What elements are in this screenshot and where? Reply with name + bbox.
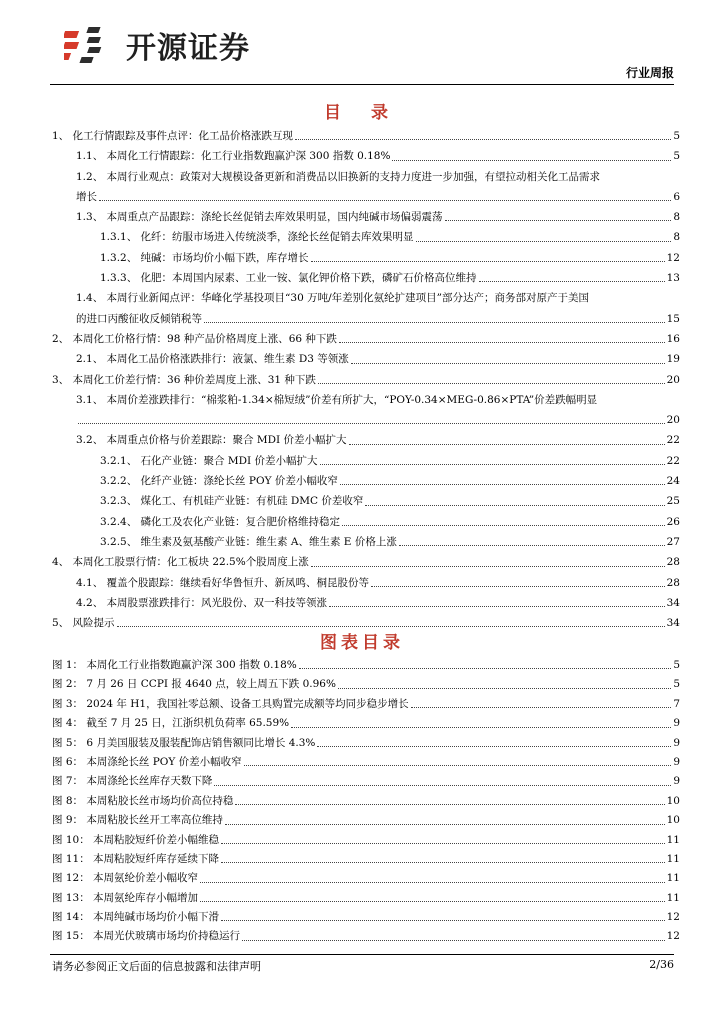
toc-entry-page: 24 — [666, 475, 680, 488]
toc-entry[interactable] — [52, 126, 680, 146]
toc-entry-continuation: 的进口丙酸征收反倾销税等 — [76, 312, 202, 325]
footer-disclaimer: 请务必参阅正文后面的信息披露和法律声明 — [52, 960, 261, 973]
figure-entry[interactable] — [52, 831, 680, 850]
dot-leader — [235, 804, 664, 805]
dot-leader — [221, 862, 665, 863]
figure-entry[interactable] — [52, 675, 680, 694]
header-divider — [50, 84, 674, 85]
figure-list — [52, 656, 680, 947]
dot-leader — [311, 566, 665, 567]
figure-entry-label: 图 6： 本周涤纶长丝 POY 价差小幅收窄 — [52, 755, 242, 768]
toc-entry-label: 1.3.2、 纯碱：市场均价小幅下跌，库存增长 — [100, 251, 309, 264]
toc-entry-label: 1.3.3、 化肥：本周国内尿素、工业一铵、氯化钾价格下跌，磷矿石价格高位维持 — [100, 272, 477, 285]
figure-entry-page: 12 — [666, 930, 680, 943]
dot-leader — [399, 545, 665, 546]
toc-entry-label: 3.2.3、 煤化工、有机硅产业链：有机硅 DMC 价差收窄 — [100, 495, 364, 508]
figure-entry-label: 图 15： 本周光伏玻璃市场均价持稳运行 — [52, 930, 241, 943]
toc-entry-label: 4、 本周化工股票行情：化工板块 22.5%个股周度上涨 — [52, 556, 309, 569]
dot-leader — [200, 882, 665, 883]
toc-entry[interactable] — [52, 207, 680, 227]
toc-entry-label: 5、 风险提示 — [52, 617, 115, 630]
toc-entry-label[interactable]: 1.2、 本周行业观点：政策对大规模设备更新和消费品以旧换新的支持力度进一步加强，有望拉动相关化工品需求 — [76, 170, 601, 183]
toc-entry[interactable] — [52, 146, 680, 166]
figure-entry-label: 图 13： 本周氨纶库存小幅增加 — [52, 891, 199, 904]
figure-entry-page: 9 — [673, 775, 680, 788]
figure-entry-page: 10 — [666, 794, 680, 807]
toc-entry[interactable] — [52, 370, 680, 390]
figure-entry-label: 图 4： 截至 7 月 25 日，江浙织机负荷率 65.59% — [52, 717, 290, 730]
toc-entry-page: 12 — [666, 251, 680, 264]
dot-leader — [78, 423, 665, 424]
dot-leader — [339, 342, 665, 343]
toc-entry-label: 4.2、 本周股票涨跌排行：风光股份、双一科技等领涨 — [76, 596, 328, 609]
dot-leader — [317, 746, 671, 747]
table-of-contents — [52, 126, 680, 633]
dot-leader — [291, 727, 671, 728]
toc-entry-page: 15 — [666, 312, 680, 325]
figure-entry[interactable] — [52, 656, 680, 675]
figure-entry[interactable] — [52, 850, 680, 869]
toc-entry-page: 8 — [673, 211, 680, 224]
dot-leader — [392, 160, 671, 161]
dot-leader — [365, 505, 664, 506]
toc-entry[interactable] — [52, 187, 680, 207]
toc-entry[interactable] — [52, 268, 680, 288]
toc-entry-page: 8 — [673, 231, 680, 244]
figure-entry-page: 9 — [673, 755, 680, 768]
toc-entry-page: 13 — [666, 272, 680, 285]
toc-entry-continuation: 增长 — [76, 190, 97, 203]
toc-entry-label: 3.2.5、 维生素及氨基酸产业链：维生素 A、维生素 E 价格上涨 — [100, 535, 397, 548]
dot-leader — [342, 525, 665, 526]
toc-entry-page: 25 — [666, 495, 680, 508]
toc-entry-label: 1.1、 本周化工行情跟踪：化工行业指数跑赢沪深 300 指数 0.18% — [76, 150, 391, 163]
figure-entry-label: 图 7： 本周涤纶长丝库存天数下降 — [52, 775, 213, 788]
figure-entry-page: 7 — [673, 697, 680, 710]
toc-entry-label: 2、 本周化工价格行情：98 种产品价格周度上涨、66 种下跌 — [52, 332, 337, 345]
toc-entry[interactable] — [52, 410, 680, 430]
toc-entry-label: 1.3、 本周重点产品跟踪：涤纶长丝促销去库效果明显，国内纯碱市场偏弱震荡 — [76, 211, 443, 224]
brand-name: 开源证券 — [126, 31, 250, 66]
toc-entry-page: 28 — [666, 576, 680, 589]
dot-leader — [221, 843, 665, 844]
figure-entry-page: 9 — [673, 717, 680, 730]
figure-entry-label: 图 12： 本周氨纶价差小幅收窄 — [52, 872, 199, 885]
figure-entry[interactable] — [52, 753, 680, 772]
toc-entry-page: 20 — [666, 373, 680, 386]
toc-entry[interactable] — [52, 329, 680, 349]
figure-entry[interactable] — [52, 714, 680, 733]
figure-entry-label: 图 14： 本周纯碱市场均价小幅下滑 — [52, 911, 220, 924]
toc-entry-label: 3.2、 本周重点价格与价差跟踪：聚合 MDI 价差小幅扩大 — [76, 434, 347, 447]
toc-entry-page: 26 — [666, 515, 680, 528]
toc-entry-label: 2.1、 本周化工品价格涨跌排行：液氯、维生素 D3 等领涨 — [76, 353, 349, 366]
figure-entry-label: 图 3： 2024 年 H1，我国社零总额、设备工具购置完成额等均同步稳步增长 — [52, 697, 409, 710]
toc-entry-page: 34 — [666, 596, 680, 609]
toc-entry-page: 5 — [673, 130, 680, 142]
dot-leader — [242, 940, 665, 941]
toc-entry-page: 22 — [666, 454, 680, 467]
figure-entry[interactable] — [52, 695, 680, 714]
dot-leader — [311, 261, 665, 262]
dot-leader — [411, 707, 672, 708]
dot-leader — [371, 586, 665, 587]
toc-entry-page: 20 — [666, 414, 680, 427]
toc-entry-page: 22 — [666, 434, 680, 447]
dot-leader — [329, 606, 665, 607]
dot-leader — [295, 139, 671, 140]
figure-entry-page: 11 — [666, 872, 680, 885]
toc-entry-label: 4.1、 覆盖个股跟踪：继续看好华鲁恒升、新凤鸣、桐昆股份等 — [76, 576, 370, 589]
figure-entry[interactable] — [52, 889, 680, 908]
toc-entry[interactable] — [52, 491, 680, 511]
dot-leader — [214, 785, 671, 786]
report-type: 行业周报 — [625, 66, 674, 80]
toc-entry[interactable] — [52, 552, 680, 572]
figure-entry[interactable] — [52, 811, 680, 830]
figure-entry[interactable] — [52, 908, 680, 927]
toc-entry-label[interactable]: 1.4、 本周行业新闻点评：华峰化学基投项目“30 万吨/年差别化氨纶扩建项目”部分达产；商务部对原产于美国 — [76, 292, 590, 305]
logo-mark-icon — [64, 23, 120, 67]
dot-leader — [204, 322, 665, 323]
figure-entry-page: 10 — [666, 814, 680, 827]
figure-entry-label: 图 5： 6 月美国服装及服装配饰店销售额同比增长 4.3% — [52, 736, 316, 749]
toc-entry-page: 19 — [666, 353, 680, 366]
toc-entry[interactable] — [52, 227, 680, 247]
page-number: 2/36 — [649, 958, 674, 971]
toc-entry[interactable] — [52, 349, 680, 369]
figure-entry[interactable] — [52, 869, 680, 888]
dot-leader — [318, 383, 665, 384]
figure-entry-label: 图 2： 7 月 26 日 CCPI 报 4640 点，较上周五下跌 0.96% — [52, 678, 336, 691]
dot-leader — [221, 920, 665, 921]
dot-leader — [338, 688, 671, 689]
toc-entry-label: 3.2.1、 石化产业链：聚合 MDI 价差小幅扩大 — [100, 454, 318, 467]
dot-leader — [99, 200, 671, 201]
dot-leader — [320, 464, 665, 465]
toc-entry-label[interactable]: 3.1、 本周价差涨跌排行：“棉浆粕-1.34×棉短绒”价差有所扩大，“POY-0.34×MEG-0.86×PTA”价差跌幅明显 — [76, 393, 598, 406]
figure-entry-label: 图 9： 本周粘胶长丝开工率高位维持 — [52, 814, 223, 827]
dot-leader — [445, 220, 672, 221]
toc-entry-page: 5 — [673, 150, 680, 163]
dot-leader — [349, 444, 665, 445]
toc-title: 目 录 — [324, 103, 400, 123]
dot-leader — [351, 363, 665, 364]
brand-logo — [64, 22, 250, 68]
dot-leader — [244, 765, 672, 766]
figures-title: 图表目录 — [320, 633, 404, 653]
dot-leader — [340, 484, 665, 485]
toc-entry-page: 34 — [666, 617, 680, 630]
figure-entry-label: 图 8： 本周粘胶长丝市场均价高位持稳 — [52, 794, 234, 807]
figure-entry-page: 5 — [673, 658, 680, 671]
toc-entry[interactable] — [52, 430, 680, 450]
toc-entry[interactable] — [52, 248, 680, 268]
figure-entry[interactable] — [52, 792, 680, 811]
toc-entry[interactable] — [52, 512, 680, 532]
figure-entry[interactable] — [52, 734, 680, 753]
dot-leader — [416, 241, 672, 242]
toc-entry-label: 3.2.4、 磷化工及农化产业链：复合肥价格维持稳定 — [100, 515, 341, 528]
toc-entry-label: 1.3.1、 化纤：纺服市场进入传统淡季，涤纶长丝促销去库效果明显 — [100, 231, 414, 244]
toc-entry-label: 1、 化工行情跟踪及事件点评：化工品价格涨跌互现 — [52, 130, 294, 142]
figure-entry-page: 5 — [673, 678, 680, 691]
toc-entry[interactable] — [52, 309, 680, 329]
figure-entry-label: 图 10： 本周粘胶短纤价差小幅维稳 — [52, 833, 220, 846]
toc-entry-page: 6 — [673, 190, 680, 203]
toc-entry-page: 16 — [666, 332, 680, 345]
figure-entry[interactable] — [52, 772, 680, 791]
dot-leader — [200, 901, 665, 902]
figure-entry-label: 图 11： 本周粘胶短纤库存延续下降 — [52, 852, 220, 865]
figure-entry-page: 9 — [673, 736, 680, 749]
toc-entry[interactable] — [52, 451, 680, 471]
dot-leader — [299, 668, 672, 669]
toc-entry[interactable] — [52, 593, 680, 613]
dot-leader — [479, 281, 665, 282]
dot-leader — [225, 824, 665, 825]
toc-entry-page: 27 — [666, 535, 680, 548]
figure-entry[interactable] — [52, 927, 680, 946]
toc-entry[interactable] — [52, 532, 680, 552]
figure-entry-page: 11 — [666, 833, 680, 846]
toc-entry-label: 3.2.2、 化纤产业链：涤纶长丝 POY 价差小幅收窄 — [100, 475, 338, 488]
figure-entry-page: 12 — [666, 911, 680, 924]
toc-entry[interactable] — [52, 471, 680, 491]
toc-entry[interactable] — [52, 573, 680, 593]
toc-entry-page: 28 — [666, 556, 680, 569]
figure-entry-label: 图 1： 本周化工行业指数跑赢沪深 300 指数 0.18% — [52, 658, 297, 671]
footer-divider — [50, 954, 674, 955]
page-header — [0, 0, 724, 95]
figure-entry-page: 11 — [666, 891, 680, 904]
figure-entry-page: 11 — [666, 852, 680, 865]
toc-entry-label: 3、 本周化工价差行情：36 种价差周度上涨、31 种下跌 — [52, 373, 316, 386]
